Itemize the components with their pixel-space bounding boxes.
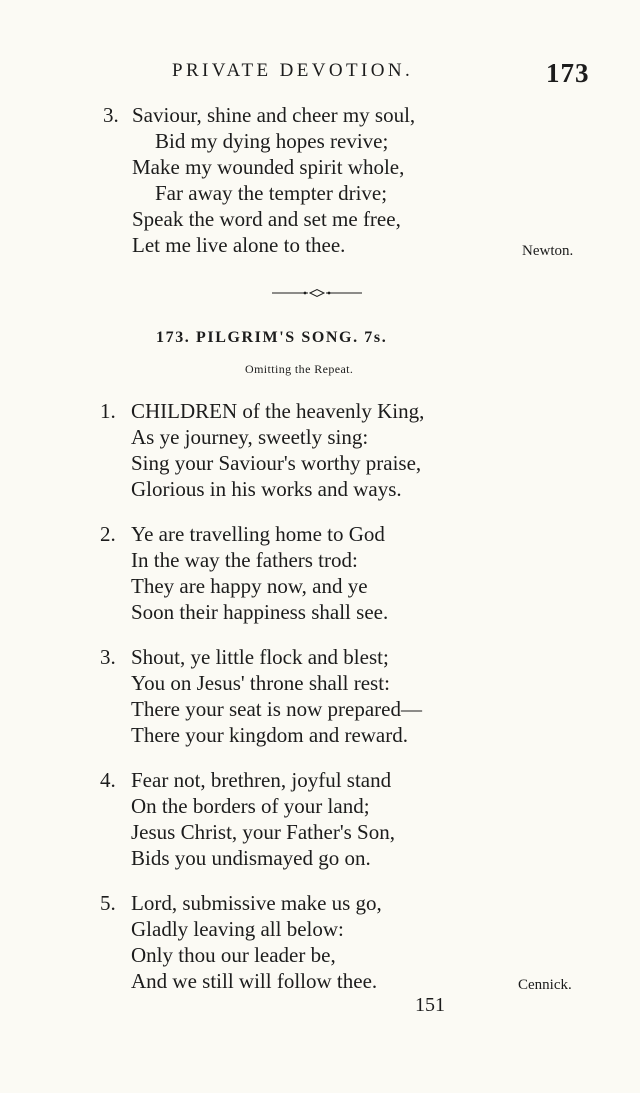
stanza-line: Speak the word and set me free, — [132, 207, 401, 231]
signature-number: 151 — [415, 994, 445, 1016]
stanza-line: There your seat is now prepared— — [131, 697, 422, 721]
stanza-line: Make my wounded spirit whole, — [132, 155, 405, 179]
ornamental-divider — [272, 288, 362, 298]
stanza-line: As ye journey, sweetly sing: — [131, 425, 369, 449]
stanza-number: 2. — [100, 522, 116, 546]
running-title: PRIVATE DEVOTION. — [172, 60, 414, 81]
stanza-line: Glorious in his works and ways. — [131, 477, 402, 501]
stanza-line: Gladly leaving all below: — [131, 917, 344, 941]
stanza-line: Lord, submissive make us go, — [131, 891, 382, 915]
stanza-line: They are happy now, and ye — [131, 574, 368, 598]
stanza-line: Bid my dying hopes revive; — [155, 129, 389, 153]
author-attribution: Cennick. — [518, 977, 572, 993]
stanza-line: Soon their happiness shall see. — [131, 600, 389, 624]
stanza-line: Fear not, brethren, joyful stand — [131, 768, 392, 792]
stanza-line: Let me live alone to thee. — [132, 233, 346, 257]
stanza-line: CHILDREN of the heavenly King, — [131, 399, 425, 423]
page-number: 173 — [546, 58, 590, 88]
stanza-number: 5. — [100, 891, 116, 915]
stanza-line: There your kingdom and reward. — [131, 723, 408, 747]
stanza-number: 1. — [100, 399, 116, 423]
stanza-line: Saviour, shine and cheer my soul, — [132, 103, 416, 127]
stanza-number: 4. — [100, 768, 116, 792]
stanza-number: 3. — [100, 645, 116, 669]
stanza-line: Far away the tempter drive; — [155, 181, 388, 205]
stanza-line: Shout, ye little flock and blest; — [131, 645, 389, 669]
stanza-line: Sing your Saviour's worthy praise, — [131, 451, 422, 475]
stanza-number: 3. — [103, 103, 119, 127]
stanza-line: In the way the fathers trod: — [131, 548, 358, 572]
stanza-line: You on Jesus' throne shall rest: — [131, 671, 390, 695]
stanza-line: Only thou our leader be, — [131, 943, 336, 967]
stanza-line: Jesus Christ, your Father's Son, — [131, 820, 395, 844]
stanza-line: And we still will follow thee. — [131, 969, 378, 993]
hymn-subtitle: Omitting the Repeat. — [245, 362, 354, 376]
hymn-heading: 173. PILGRIM'S SONG. 7s. — [156, 329, 388, 346]
stanza-line: Ye are travelling home to God — [131, 522, 385, 546]
stanza-line: On the borders of your land; — [131, 794, 370, 818]
author-attribution: Newton. — [522, 243, 574, 259]
stanza-line: Bids you undismayed go on. — [131, 846, 371, 870]
